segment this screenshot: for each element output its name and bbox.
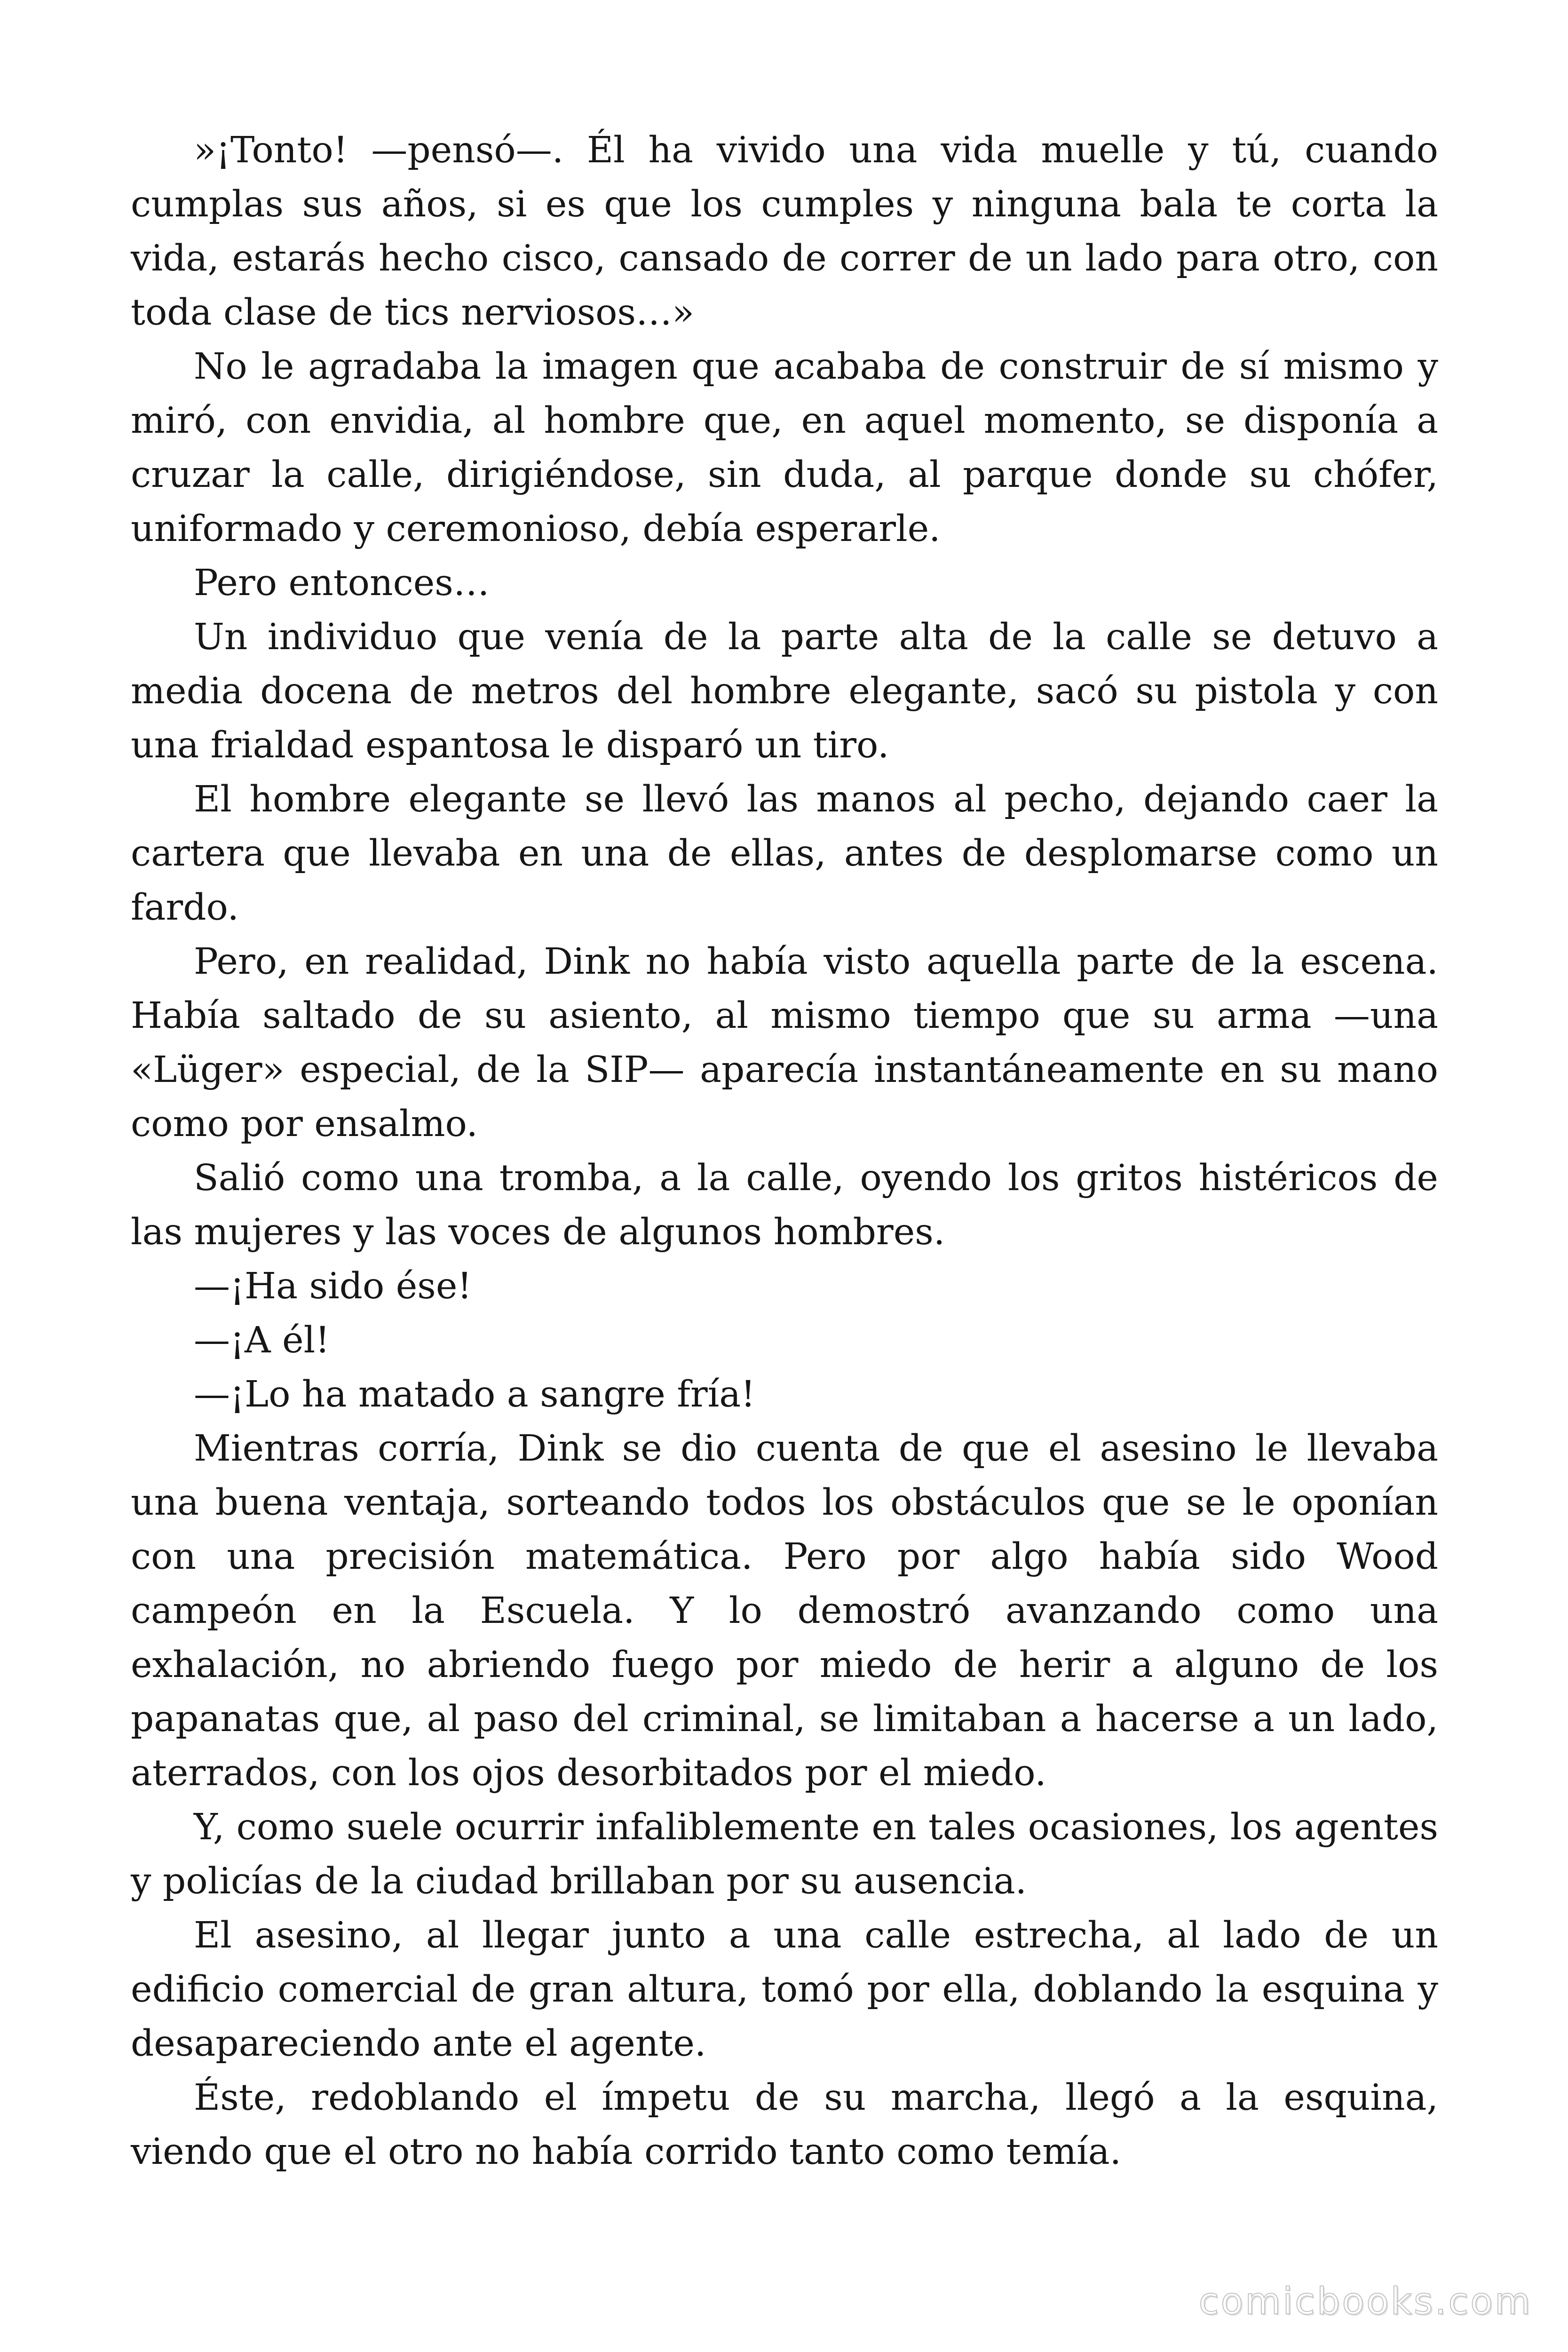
paragraph: El hombre elegante se llevó las manos al pecho, dejando caer la cartera que llevaba en una de ellas, antes de desplomarse como un fardo. bbox=[131, 779, 1438, 929]
paragraph: El asesino, al llegar junto a una calle estrecha, al lado de un edificio comercial de gran altura, tomó por ella, doblando la esquina y desapareciendo ante el agente. bbox=[131, 1915, 1438, 2065]
paragraph: Pero, en realidad, Dink no había visto aquella parte de la escena. Había saltado de su asiento, al mismo tiempo que su arma —una «Lüger» especial, de la SIP— aparecía instantáneamente en su mano como por ensalmo. bbox=[131, 941, 1438, 1145]
paragraph: Éste, redoblando el ímpetu de su marcha, llegó a la esquina, viendo que el otro no había corrido tanto como temía. bbox=[131, 2077, 1438, 2173]
paragraph: Y, como suele ocurrir infaliblemente en tales ocasiones, los agentes y policías de la ciudad brillaban por su ausencia. bbox=[131, 1806, 1438, 1902]
paragraph: »¡Tonto! —pensó—. Él ha vivido una vida muelle y tú, cuando cumplas sus años, si es que los cumples y ninguna bala te corta la vida, estarás hecho cisco, cansado de correr de un lado para otro, con toda clase de tics nerviosos…» bbox=[131, 129, 1438, 334]
paragraph: Mientras corría, Dink se dio cuenta de que el asesino le llevaba una buena ventaja, sorteando todos los obstáculos que se le oponían con una precisión matemática. Pero por algo había sido Wood campeón en la Escuela. Y lo demostró avanzando como una exhalación, no abriendo fuego por miedo de herir a alguno de los papanatas que, al paso del criminal, se limitaban a hacerse a un lado, aterrados, con los ojos desorbitados por el miedo. bbox=[131, 1428, 1438, 1794]
paragraph: No le agradaba la imagen que acababa de construir de sí mismo y miró, con envidia, al hombre que, en aquel momento, se disponía a cruzar la calle, dirigiéndose, sin duda, al parque donde su chófer, uniformado y ceremonioso, debía esperarle. bbox=[131, 346, 1438, 550]
watermark: comicbooks.com bbox=[1198, 2280, 1532, 2323]
paragraph: Pero entonces… bbox=[194, 562, 490, 604]
paragraph: Salió como una tromba, a la calle, oyendo los gritos histéricos de las mujeres y las voces de algunos hombres. bbox=[131, 1157, 1438, 1253]
dialogue-line: —¡Lo ha matado a sangre fría! bbox=[194, 1374, 756, 1415]
dialogue-line: —¡Ha sido ése! bbox=[194, 1265, 472, 1307]
page-body-text bbox=[131, 123, 1438, 2179]
paragraph: Un individuo que venía de la parte alta de la calle se detuvo a media docena de metros del hombre elegante, sacó su pistola y con una frialdad espantosa le disparó un tiro. bbox=[131, 616, 1438, 766]
dialogue-line: —¡A él! bbox=[194, 1319, 330, 1361]
